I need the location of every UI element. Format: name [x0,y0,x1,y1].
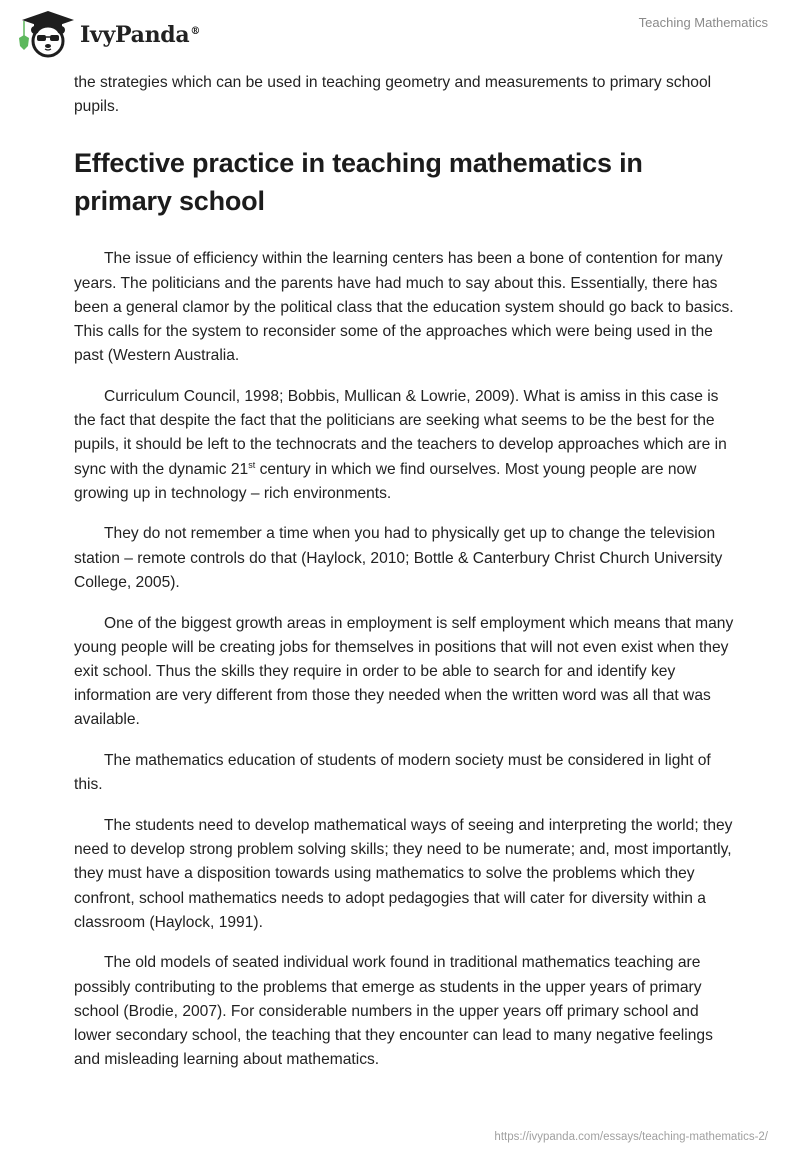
paragraph: One of the biggest growth areas in employment is self employment which means that many young people will be creating jobs for themselves in positions that will not even exist when they exit school. Thus the skills they require in order to be able to search for and identify key information are very different from those they needed when the written word was all that was available. [74,614,734,729]
essay-body [74,71,734,1089]
panda-graduate-icon [14,8,76,58]
lead-paragraph: the strategies which can be used in teaching geometry and measurements to primary school pupils. [74,74,712,116]
paragraph: The students need to develop mathematical ways of seeing and interpreting the world; they need to develop strong problem solving skills; they need to be numerate; and, most importantly, they must have a disposition towards using mathematics to solve the problems which they confront, school mathematics needs to adopt pedagogies that will cater for diversity within a classroom (Haylock, 1991). [74,816,733,931]
document-title: Teaching Mathematics [638,15,768,30]
ivypanda-logo[interactable] [14,8,200,58]
source-url-link[interactable]: https://ivypanda.com/essays/teaching-mathematics-2/ [494,1131,768,1143]
section-heading: Effective practice in teaching mathematics in primary school [74,148,643,217]
brand-name: IvyPanda® [80,22,201,48]
paragraph: Curriculum Council, 1998; Bobbis, Mullican & Lowrie, 2009). What is amiss in this case is the fact that despite the fact that the politicians are seeking what seems to be the best for the pupils, it should be left to the technocrats and the teachers to develop approaches which are in sync with the dynamic 21st century in which we find ourselves. Most young people are now growing up in technology – rich environments. [74,387,727,502]
paragraph: The mathematics education of students of modern society must be considered in light of this. [74,752,711,794]
paragraph: They do not remember a time when you had to physically get up to change the television station – remote controls do that (Haylock, 2010; Bottle & Canterbury Christ Church University College, 2005). [74,525,723,591]
paragraph: The issue of efficiency within the learning centers has been a bone of contention for many years. The politicians and the parents have had much to say about this. Essentially, there has been a general clamor by the political class that the education system should go back to basics. This calls for the system to reconsider some of the approaches which were being used in the past (Western Australia. [74,250,734,365]
page-header [0,0,800,64]
paragraph: The old models of seated individual work found in traditional mathematics teaching are possibly contributing to the problems that emerge as students in the upper years of primary school (Brodie, 2007). For considerable numbers in the upper years off primary school and lower secondary school, the teaching that they encounter can lead to many negative feelings and misleading learning about mathematics. [74,954,713,1069]
